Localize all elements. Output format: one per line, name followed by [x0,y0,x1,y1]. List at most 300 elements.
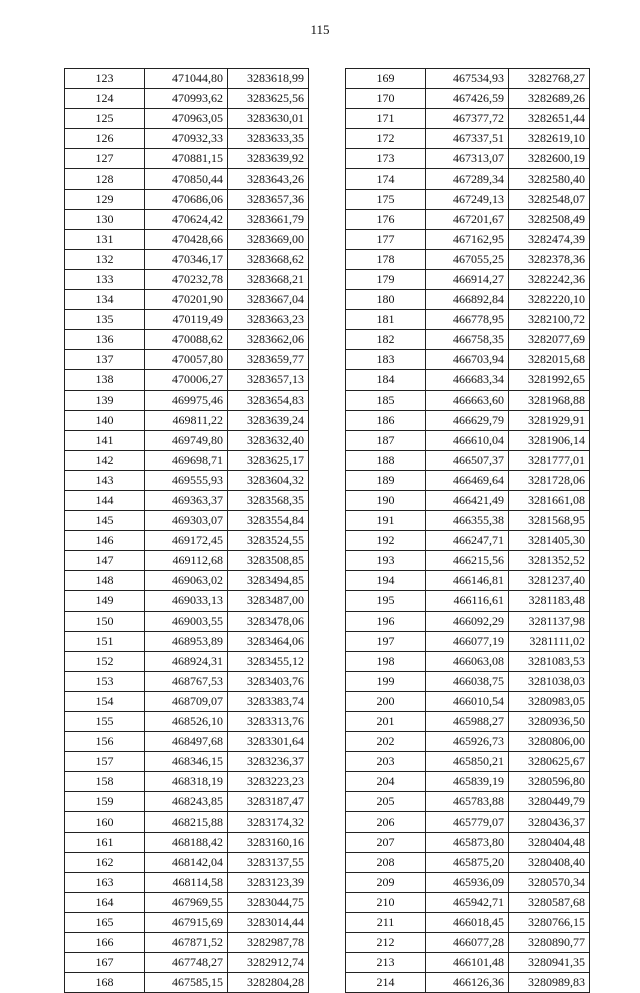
x-coordinate-cell: 469975,46 [145,390,228,410]
x-coordinate-cell: 465942,71 [426,892,509,912]
y-coordinate-cell: 3283137,55 [228,852,309,872]
x-coordinate-cell: 466092,29 [426,611,509,631]
table-row [65,812,309,832]
y-coordinate-cell: 3280404,48 [509,832,590,852]
table-row [65,933,309,953]
point-number-cell: 140 [65,410,145,430]
table-row [346,712,590,732]
y-coordinate-cell: 3283301,64 [228,732,309,752]
y-coordinate-cell: 3281906,14 [509,430,590,450]
point-number-cell: 162 [65,852,145,872]
x-coordinate-cell: 467871,52 [145,933,228,953]
table-row [65,832,309,852]
x-coordinate-cell: 468318,19 [145,772,228,792]
y-coordinate-cell: 3282689,26 [509,89,590,109]
table-row [346,169,590,189]
point-number-cell: 126 [65,129,145,149]
point-number-cell: 166 [65,933,145,953]
x-coordinate-cell: 470428,66 [145,229,228,249]
table-row [346,872,590,892]
table-row [65,973,309,993]
point-number-cell: 137 [65,350,145,370]
table-row [65,169,309,189]
table-row [346,671,590,691]
table-row [65,591,309,611]
y-coordinate-cell: 3283044,75 [228,892,309,912]
y-coordinate-cell: 3283661,79 [228,209,309,229]
table-row [65,249,309,269]
y-coordinate-cell: 3283174,32 [228,812,309,832]
point-number-cell: 127 [65,149,145,169]
y-coordinate-cell: 3283604,32 [228,470,309,490]
y-coordinate-cell: 3283639,92 [228,149,309,169]
point-number-cell: 214 [346,973,426,993]
table-row [65,129,309,149]
point-number-cell: 185 [346,390,426,410]
y-coordinate-cell: 3283630,01 [228,109,309,129]
x-coordinate-cell: 465779,07 [426,812,509,832]
table-row [65,310,309,330]
table-row [65,370,309,390]
x-coordinate-cell: 465926,73 [426,732,509,752]
y-coordinate-cell: 3280625,67 [509,752,590,772]
x-coordinate-cell: 466077,19 [426,631,509,651]
x-coordinate-cell: 466063,08 [426,651,509,671]
y-coordinate-cell: 3282651,44 [509,109,590,129]
point-number-cell: 183 [346,350,426,370]
x-coordinate-cell: 466629,79 [426,410,509,430]
point-number-cell: 154 [65,691,145,711]
point-number-cell: 157 [65,752,145,772]
x-coordinate-cell: 467969,55 [145,892,228,912]
y-coordinate-cell: 3280806,00 [509,732,590,752]
x-coordinate-cell: 470932,33 [145,129,228,149]
x-coordinate-cell: 468114,58 [145,872,228,892]
point-number-cell: 187 [346,430,426,450]
y-coordinate-cell: 3282600,19 [509,149,590,169]
table-row [346,812,590,832]
table-row [65,430,309,450]
point-number-cell: 131 [65,229,145,249]
point-number-cell: 159 [65,792,145,812]
point-number-cell: 156 [65,732,145,752]
table-row [346,290,590,310]
point-number-cell: 124 [65,89,145,109]
x-coordinate-cell: 466355,38 [426,511,509,531]
x-coordinate-cell: 469003,55 [145,611,228,631]
x-coordinate-cell: 466146,81 [426,571,509,591]
table-row [346,109,590,129]
table-row [346,189,590,209]
point-number-cell: 130 [65,209,145,229]
point-number-cell: 198 [346,651,426,671]
y-coordinate-cell: 3283663,23 [228,310,309,330]
point-number-cell: 210 [346,892,426,912]
x-coordinate-cell: 468709,07 [145,691,228,711]
y-coordinate-cell: 3283223,23 [228,772,309,792]
point-number-cell: 139 [65,390,145,410]
y-coordinate-cell: 3283464,06 [228,631,309,651]
table-row [65,109,309,129]
x-coordinate-cell: 469555,93 [145,470,228,490]
point-number-cell: 161 [65,832,145,852]
y-coordinate-cell: 3283508,85 [228,551,309,571]
table-row [346,551,590,571]
x-coordinate-cell: 468346,15 [145,752,228,772]
x-coordinate-cell: 467915,69 [145,912,228,932]
point-number-cell: 150 [65,611,145,631]
y-coordinate-cell: 3280890,77 [509,933,590,953]
point-number-cell: 211 [346,912,426,932]
table-row [65,872,309,892]
x-coordinate-cell: 466758,35 [426,330,509,350]
table-row [346,209,590,229]
y-coordinate-cell: 3281968,88 [509,390,590,410]
table-row [346,249,590,269]
x-coordinate-cell: 469698,71 [145,450,228,470]
table-row [65,531,309,551]
x-coordinate-cell: 470201,90 [145,290,228,310]
point-number-cell: 192 [346,531,426,551]
point-number-cell: 146 [65,531,145,551]
y-coordinate-cell: 3280983,05 [509,691,590,711]
table-row [65,712,309,732]
point-number-cell: 205 [346,792,426,812]
x-coordinate-cell: 467055,25 [426,249,509,269]
y-coordinate-cell: 3283014,44 [228,912,309,932]
table-row [346,470,590,490]
x-coordinate-cell: 466703,94 [426,350,509,370]
point-number-cell: 145 [65,511,145,531]
y-coordinate-cell: 3282912,74 [228,953,309,973]
point-number-cell: 171 [346,109,426,129]
y-coordinate-cell: 3281929,91 [509,410,590,430]
y-coordinate-cell: 3282015,68 [509,350,590,370]
table-row [346,450,590,470]
y-coordinate-cell: 3280596,80 [509,772,590,792]
x-coordinate-cell: 466010,54 [426,691,509,711]
point-number-cell: 123 [65,69,145,89]
table-row [65,651,309,671]
table-row [346,310,590,330]
y-coordinate-cell: 3283383,74 [228,691,309,711]
y-coordinate-cell: 3280408,40 [509,852,590,872]
y-coordinate-cell: 3283659,77 [228,350,309,370]
x-coordinate-cell: 466018,45 [426,912,509,932]
x-coordinate-cell: 466116,61 [426,591,509,611]
y-coordinate-cell: 3281405,30 [509,531,590,551]
x-coordinate-cell: 465850,21 [426,752,509,772]
x-coordinate-cell: 469172,45 [145,531,228,551]
point-number-cell: 168 [65,973,145,993]
table-row [65,269,309,289]
point-number-cell: 208 [346,852,426,872]
x-coordinate-cell: 470963,05 [145,109,228,129]
x-coordinate-cell: 467377,72 [426,109,509,129]
table-row [346,732,590,752]
x-coordinate-cell: 468953,89 [145,631,228,651]
point-number-cell: 141 [65,430,145,450]
table-row [346,772,590,792]
x-coordinate-cell: 467585,15 [145,973,228,993]
x-coordinate-cell: 466247,71 [426,531,509,551]
table-row [346,651,590,671]
y-coordinate-cell: 3283654,83 [228,390,309,410]
table-row [65,209,309,229]
table-row [65,350,309,370]
table-row [65,551,309,571]
x-coordinate-cell: 470006,27 [145,370,228,390]
x-coordinate-cell: 466421,49 [426,490,509,510]
y-coordinate-cell: 3283625,56 [228,89,309,109]
point-number-cell: 148 [65,571,145,591]
table-row [65,149,309,169]
table-row [65,290,309,310]
table-row [346,892,590,912]
x-coordinate-cell: 469811,22 [145,410,228,430]
point-number-cell: 172 [346,129,426,149]
table-row [346,490,590,510]
table-row [65,470,309,490]
table-row [65,953,309,973]
table-row [65,390,309,410]
y-coordinate-cell: 3281237,40 [509,571,590,591]
y-coordinate-cell: 3280587,68 [509,892,590,912]
y-coordinate-cell: 3281777,01 [509,450,590,470]
table-row [346,852,590,872]
y-coordinate-cell: 3282580,40 [509,169,590,189]
x-coordinate-cell: 466126,36 [426,973,509,993]
table-row [346,752,590,772]
table-row [65,691,309,711]
point-number-cell: 129 [65,189,145,209]
y-coordinate-cell: 3283667,04 [228,290,309,310]
point-number-cell: 177 [346,229,426,249]
point-number-cell: 195 [346,591,426,611]
point-number-cell: 176 [346,209,426,229]
point-number-cell: 135 [65,310,145,330]
y-coordinate-cell: 3282987,78 [228,933,309,953]
table-row [346,129,590,149]
table-row [346,953,590,973]
y-coordinate-cell: 3283160,16 [228,832,309,852]
point-number-cell: 128 [65,169,145,189]
x-coordinate-cell: 467162,95 [426,229,509,249]
x-coordinate-cell: 469063,02 [145,571,228,591]
table-row [346,631,590,651]
y-coordinate-cell: 3280989,83 [509,973,590,993]
x-coordinate-cell: 465783,88 [426,792,509,812]
y-coordinate-cell: 3282100,72 [509,310,590,330]
x-coordinate-cell: 469033,13 [145,591,228,611]
point-number-cell: 209 [346,872,426,892]
table-row [65,772,309,792]
point-number-cell: 174 [346,169,426,189]
x-coordinate-cell: 470881,15 [145,149,228,169]
x-coordinate-cell: 467426,59 [426,89,509,109]
table-row [65,330,309,350]
y-coordinate-cell: 3283633,35 [228,129,309,149]
table-row [65,912,309,932]
y-coordinate-cell: 3283455,12 [228,651,309,671]
y-coordinate-cell: 3283657,36 [228,189,309,209]
y-coordinate-cell: 3283668,21 [228,269,309,289]
y-coordinate-cell: 3282378,36 [509,249,590,269]
point-number-cell: 153 [65,671,145,691]
table-row [346,591,590,611]
point-number-cell: 147 [65,551,145,571]
x-coordinate-cell: 466892,84 [426,290,509,310]
table-row [346,69,590,89]
x-coordinate-cell: 466914,27 [426,269,509,289]
x-coordinate-cell: 468142,04 [145,852,228,872]
coordinates-table-right [345,68,590,993]
point-number-cell: 196 [346,611,426,631]
table-row [65,631,309,651]
table-row [65,410,309,430]
table-row [346,350,590,370]
x-coordinate-cell: 466038,75 [426,671,509,691]
point-number-cell: 181 [346,310,426,330]
point-number-cell: 188 [346,450,426,470]
y-coordinate-cell: 3283668,62 [228,249,309,269]
x-coordinate-cell: 465988,27 [426,712,509,732]
point-number-cell: 184 [346,370,426,390]
x-coordinate-cell: 469303,07 [145,511,228,531]
table-row [346,691,590,711]
point-number-cell: 149 [65,591,145,611]
point-number-cell: 155 [65,712,145,732]
point-number-cell: 133 [65,269,145,289]
y-coordinate-cell: 3282508,49 [509,209,590,229]
table-row [65,89,309,109]
x-coordinate-cell: 467748,27 [145,953,228,973]
point-number-cell: 142 [65,450,145,470]
y-coordinate-cell: 3282474,39 [509,229,590,249]
table-row [346,832,590,852]
x-coordinate-cell: 470624,42 [145,209,228,229]
table-row [346,912,590,932]
point-number-cell: 179 [346,269,426,289]
table-row [65,189,309,209]
point-number-cell: 167 [65,953,145,973]
point-number-cell: 201 [346,712,426,732]
y-coordinate-cell: 3281661,08 [509,490,590,510]
coordinates-table-left [64,68,309,993]
point-number-cell: 160 [65,812,145,832]
y-coordinate-cell: 3280449,79 [509,792,590,812]
y-coordinate-cell: 3283618,99 [228,69,309,89]
x-coordinate-cell: 467201,67 [426,209,509,229]
x-coordinate-cell: 467249,13 [426,189,509,209]
table-row [65,611,309,631]
table-row [65,852,309,872]
table-row [346,792,590,812]
table-row [65,450,309,470]
y-coordinate-cell: 3283632,40 [228,430,309,450]
y-coordinate-cell: 3283187,47 [228,792,309,812]
y-coordinate-cell: 3283313,76 [228,712,309,732]
point-number-cell: 164 [65,892,145,912]
point-number-cell: 175 [346,189,426,209]
table-row [65,511,309,531]
point-number-cell: 165 [65,912,145,932]
table-row [346,390,590,410]
point-number-cell: 204 [346,772,426,792]
point-number-cell: 170 [346,89,426,109]
table-row [346,269,590,289]
y-coordinate-cell: 3281038,03 [509,671,590,691]
y-coordinate-cell: 3282768,27 [509,69,590,89]
x-coordinate-cell: 466215,56 [426,551,509,571]
point-number-cell: 178 [346,249,426,269]
x-coordinate-cell: 467313,07 [426,149,509,169]
y-coordinate-cell: 3283669,00 [228,229,309,249]
x-coordinate-cell: 471044,80 [145,69,228,89]
y-coordinate-cell: 3283236,37 [228,752,309,772]
y-coordinate-cell: 3283643,26 [228,169,309,189]
y-coordinate-cell: 3281992,65 [509,370,590,390]
y-coordinate-cell: 3283403,76 [228,671,309,691]
point-number-cell: 163 [65,872,145,892]
point-number-cell: 206 [346,812,426,832]
point-number-cell: 189 [346,470,426,490]
y-coordinate-cell: 3283639,24 [228,410,309,430]
x-coordinate-cell: 466077,28 [426,933,509,953]
table-row [65,490,309,510]
table-row [346,149,590,169]
point-number-cell: 169 [346,69,426,89]
x-coordinate-cell: 466610,04 [426,430,509,450]
table-row [346,330,590,350]
point-number-cell: 202 [346,732,426,752]
table-row [346,531,590,551]
x-coordinate-cell: 470850,44 [145,169,228,189]
x-coordinate-cell: 466778,95 [426,310,509,330]
x-coordinate-cell: 470119,49 [145,310,228,330]
point-number-cell: 199 [346,671,426,691]
y-coordinate-cell: 3280436,37 [509,812,590,832]
y-coordinate-cell: 3281352,52 [509,551,590,571]
table-row [346,973,590,993]
x-coordinate-cell: 467289,34 [426,169,509,189]
point-number-cell: 186 [346,410,426,430]
x-coordinate-cell: 470232,78 [145,269,228,289]
y-coordinate-cell: 3283657,13 [228,370,309,390]
point-number-cell: 158 [65,772,145,792]
table-row [346,933,590,953]
y-coordinate-cell: 3281728,06 [509,470,590,490]
x-coordinate-cell: 469363,37 [145,490,228,510]
x-coordinate-cell: 467337,51 [426,129,509,149]
point-number-cell: 193 [346,551,426,571]
x-coordinate-cell: 470057,80 [145,350,228,370]
y-coordinate-cell: 3283478,06 [228,611,309,631]
y-coordinate-cell: 3281083,53 [509,651,590,671]
x-coordinate-cell: 470993,62 [145,89,228,109]
x-coordinate-cell: 468526,10 [145,712,228,732]
y-coordinate-cell: 3282220,10 [509,290,590,310]
x-coordinate-cell: 468767,53 [145,671,228,691]
x-coordinate-cell: 466469,64 [426,470,509,490]
x-coordinate-cell: 465873,80 [426,832,509,852]
table-row [65,571,309,591]
table-row [65,732,309,752]
y-coordinate-cell: 3281183,48 [509,591,590,611]
y-coordinate-cell: 3282548,07 [509,189,590,209]
x-coordinate-cell: 469112,68 [145,551,228,571]
y-coordinate-cell: 3280570,34 [509,872,590,892]
